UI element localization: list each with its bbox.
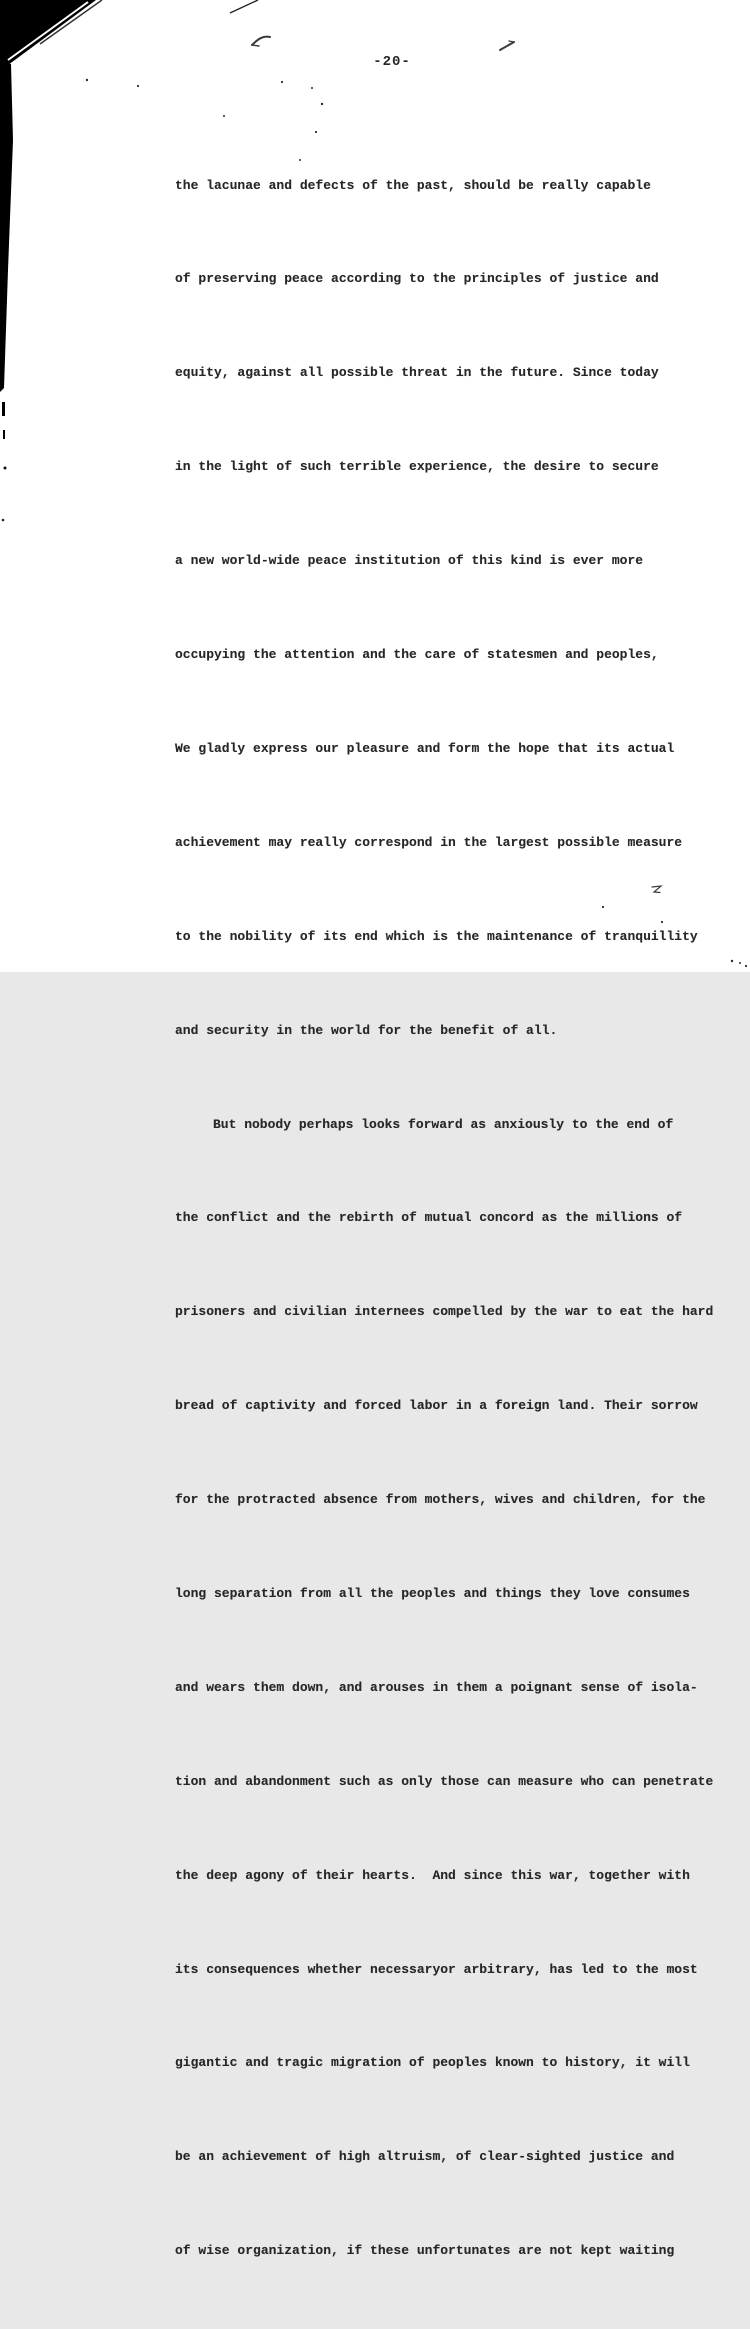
page-number: -20- bbox=[373, 54, 411, 70]
text-line: gigantic and tragic migration of peoples known to history, it will bbox=[175, 2055, 690, 2071]
text-line: equity, against all possible threat in the future. Since today bbox=[175, 365, 659, 381]
text-line-paragraph-start: But nobody perhaps looks forward as anxiously to the end of bbox=[213, 1116, 674, 1132]
text-line: of wise organization, if these unfortunates are not kept waiting bbox=[175, 2243, 675, 2259]
text-line: and wears them down, and arouses in them a poignant sense of isola- bbox=[175, 1679, 698, 1695]
text-line: occupying the attention and the care of statesmen and peoples, bbox=[175, 647, 659, 663]
text-line: long separation from all the peoples and things they love consumes bbox=[175, 1585, 690, 1601]
pencil-tick-top-left-icon bbox=[252, 37, 270, 46]
text-line: of preserving peace according to the principles of justice and bbox=[175, 271, 659, 287]
text-line: achievement may really correspond in the largest possible measure bbox=[175, 834, 683, 850]
text-line: for the protracted absence from mothers, wives and children, for the bbox=[175, 1492, 706, 1508]
text-line: bread of captivity and forced labor in a foreign land. Their sorrow bbox=[175, 1398, 698, 1414]
text-line: We gladly express our pleasure and form the hope that its actual bbox=[175, 740, 675, 756]
text-line: and security in the world for the benefit of all. bbox=[175, 1022, 558, 1038]
pencil-slash-top-right-icon bbox=[500, 41, 514, 50]
scan-artifact-corner bbox=[0, 0, 258, 70]
text-line: to the nobility of its end which is the maintenance of tranquillity bbox=[175, 928, 698, 944]
text-line: the deep agony of their hearts. And since this war, together with bbox=[175, 1867, 690, 1883]
text-line: in the light of such terrible experience, the desire to secure bbox=[175, 459, 659, 475]
body-text bbox=[175, 107, 730, 2329]
text-line: its consequences whether necessaryor arbitrary, has led to the most bbox=[175, 1961, 698, 1977]
scan-artifact-left-edge bbox=[0, 62, 13, 521]
text-line: be an achievement of high altruism, of clear-sighted justice and bbox=[175, 2149, 675, 2165]
text-line: the lacunae and defects of the past, should be really capable bbox=[175, 177, 651, 193]
text-line: prisoners and civilian internees compelled by the war to eat the hard bbox=[175, 1304, 714, 1320]
text-line: a new world-wide peace institution of this kind is ever more bbox=[175, 553, 644, 569]
text-line: the conflict and the rebirth of mutual concord as the millions of bbox=[175, 1210, 683, 1226]
text-line: tion and abandonment such as only those can measure who can penetrate bbox=[175, 1773, 714, 1789]
